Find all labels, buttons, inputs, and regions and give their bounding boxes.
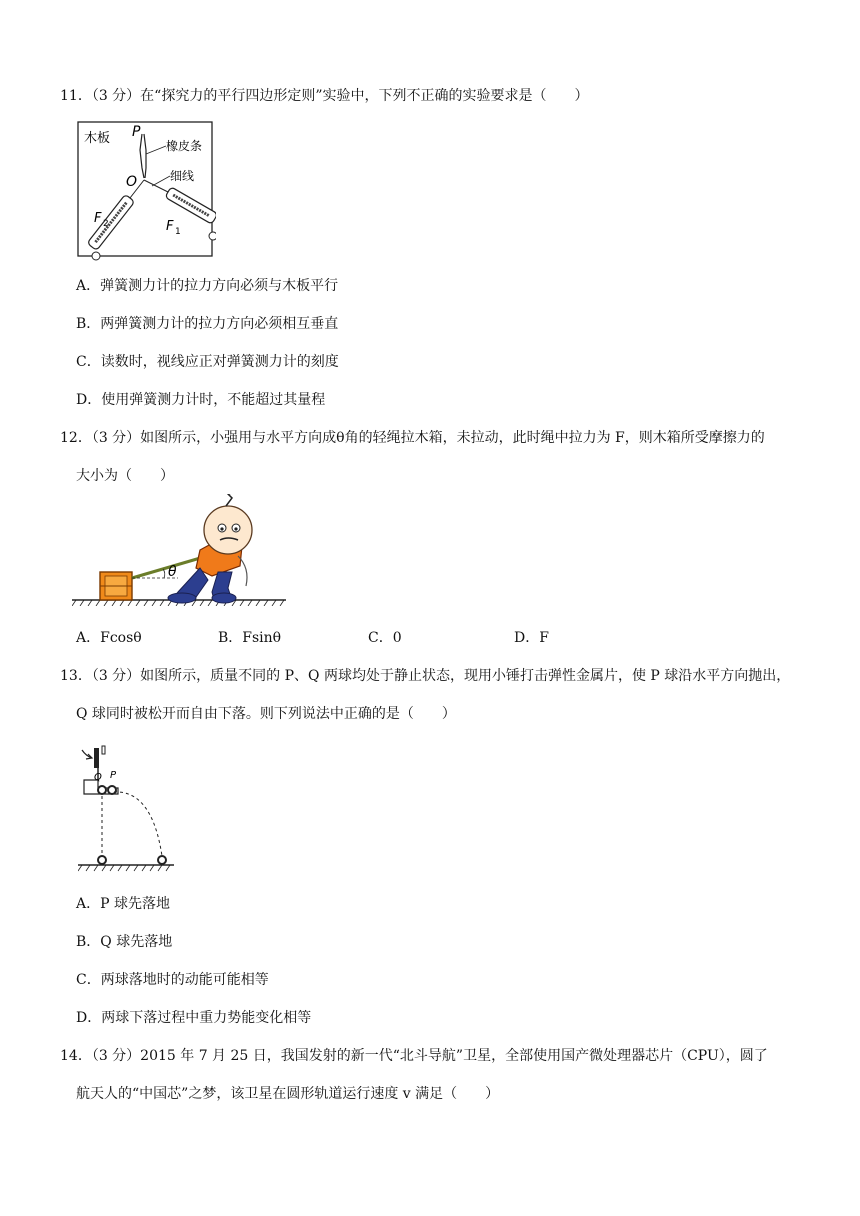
q11-option-d[interactable]: D．使用弹簧测力计时，不能超过其量程 (76, 392, 326, 408)
q12-option-d[interactable]: D．F (514, 630, 549, 646)
p-trajectory (114, 792, 162, 856)
q13-option-b[interactable]: B．Q 球先落地 (76, 934, 173, 950)
q14-stem-line1: 14．（3 分）2015 年 7 月 25 日，我国发射的新一代“北斗导航”卫星，全部使用国产微处理器芯片（CPU），圆了 (60, 1048, 768, 1064)
board-label: 木板 (84, 131, 111, 146)
q14-stem-line2: 航天人的“中国芯”之梦，该卫星在圆形轨道运行速度 v 满足（ ） (76, 1086, 500, 1102)
q13-option-d[interactable]: D．两球下落过程中重力势能变化相等 (76, 1010, 312, 1026)
q13-stem-line2: Q 球同时被松开而自由下落。则下列说法中正确的是（ ） (76, 706, 456, 722)
q12-figure (72, 494, 288, 606)
person-pulling (168, 494, 252, 603)
ball-p (108, 786, 116, 794)
point-p-label: P (132, 124, 141, 140)
q12-option-b[interactable]: B．Fsinθ (218, 630, 282, 646)
theta-label: θ (168, 564, 177, 580)
q11-option-a[interactable]: A．弹簧测力计的拉力方向必须与木板平行 (76, 278, 339, 294)
ball-q-label: Q (94, 772, 102, 783)
q13-stem-line1: 13．（3 分）如图所示，质量不同的 P、Q 两球均处于静止状态，现用小锤打击弹性金属片，使 P 球沿水平方向抛出， (60, 668, 791, 684)
q13-option-c[interactable]: C．两球落地时的动能可能相等 (76, 972, 269, 988)
point-o-label: O (126, 174, 138, 190)
q11-option-c[interactable]: C．读数时，视线应正对弹簧测力计的刻度 (76, 354, 339, 370)
q12-stem-line2: 大小为（ ） (76, 468, 174, 484)
hammer (94, 748, 99, 768)
f1-label: F (166, 219, 174, 234)
q12-option-a[interactable]: A．Fcosθ (76, 630, 142, 646)
q13-option-a[interactable]: A．P 球先落地 (76, 896, 170, 912)
string-label: 细线 (170, 169, 195, 183)
q12-stem-line1: 12．（3 分）如图所示，小强用与水平方向成θ角的轻绳拉木箱，未拉动，此时绳中拉力为 F，则木箱所受摩擦力的 (60, 430, 765, 446)
f1-sub: 1 (175, 227, 181, 237)
f2-sub: 2 (103, 219, 109, 229)
wooden-box (100, 572, 132, 600)
f2-label: F (94, 211, 102, 226)
q11-figure (76, 120, 216, 262)
q11-stem: 11．（3 分）在“探究力的平行四边形定则”实验中，下列不正确的实验要求是（ ） (60, 88, 589, 104)
q13-figure (78, 744, 178, 876)
q12-option-c[interactable]: C．0 (368, 630, 402, 646)
rubber-label: 橡皮条 (166, 139, 203, 153)
ball-q (98, 786, 106, 794)
q11-option-b[interactable]: B．两弹簧测力计的拉力方向必须相互垂直 (76, 316, 339, 332)
ball-p-label: P (110, 770, 117, 781)
